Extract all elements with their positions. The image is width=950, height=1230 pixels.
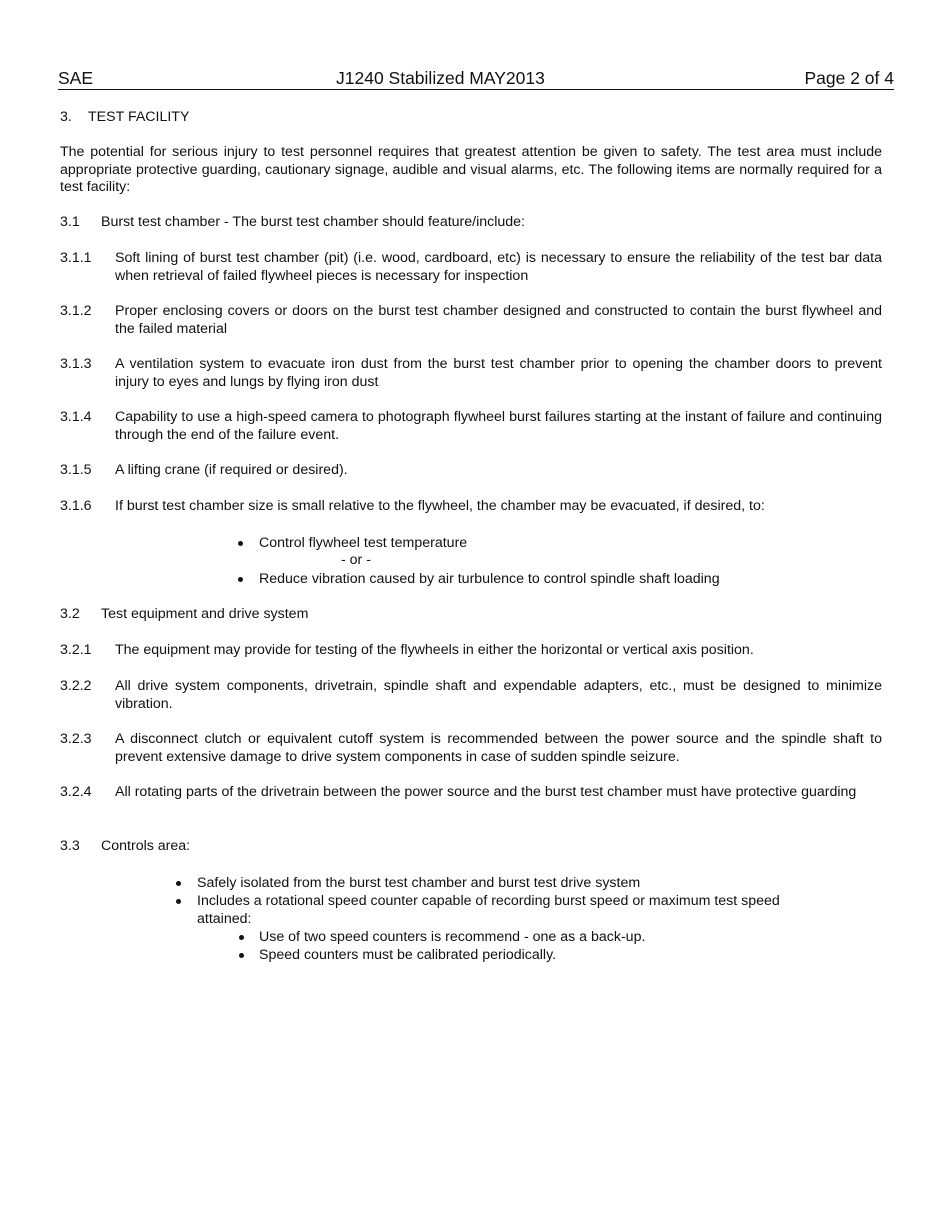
evacuation-purpose-list bbox=[237, 534, 720, 588]
list-item: Speed counters must be calibrated periodically. bbox=[238, 946, 645, 964]
speed-counter-list bbox=[238, 928, 645, 964]
list-item: Use of two speed counters is recommend - one as a back-up. bbox=[238, 928, 645, 946]
list-item: Safely isolated from the burst test chamber and burst test drive system bbox=[175, 874, 835, 892]
clause-3-1-3 bbox=[60, 356, 882, 391]
list-item: Control flywheel test temperature bbox=[237, 534, 720, 552]
clause-number: 3.2.2 bbox=[60, 678, 92, 694]
clause-text: Soft lining of burst test chamber (pit) (i.e. wood, cardboard, etc) is necessary to ensure the reliability of the test bar data when retrieval of failed flywheel pieces is necessary for inspection bbox=[115, 250, 882, 284]
section-title: TEST FACILITY bbox=[88, 109, 190, 125]
clause-number: 3.2 bbox=[60, 606, 80, 622]
header-org: SAE bbox=[58, 68, 94, 88]
clause-text: If burst test chamber size is small relative to the flywheel, the chamber may be evacuated, if desired, to: bbox=[115, 498, 765, 514]
clause-3-1-6 bbox=[60, 498, 882, 516]
clause-3-1-4 bbox=[60, 409, 882, 444]
clause-text: A disconnect clutch or equivalent cutoff system is recommended between the power source and the spindle shaft to prevent extensive damage to drive system components in case of sudden spindle seizure. bbox=[115, 731, 882, 765]
clause-text: A ventilation system to evacuate iron dust from the burst test chamber prior to opening the chamber doors to prevent injury to eyes and lungs by flying iron dust bbox=[115, 356, 882, 390]
clause-number: 3.1.6 bbox=[60, 498, 92, 514]
clause-number: 3.3 bbox=[60, 838, 80, 854]
clause-3-3 bbox=[60, 838, 882, 856]
clause-text: Controls area: bbox=[101, 838, 191, 854]
clause-number: 3.2.3 bbox=[60, 731, 92, 747]
clause-3-1-5 bbox=[60, 462, 882, 480]
clause-3-1 bbox=[60, 214, 882, 232]
or-separator: - or - bbox=[341, 552, 371, 568]
clause-3-2-4 bbox=[60, 784, 882, 802]
intro-paragraph: The potential for serious injury to test personnel requires that greatest attention be given to safety. The test area must include appropriate protective guarding, cautionary signage, audible and visual alarms, etc. The following items are normally required for a test facility: bbox=[60, 144, 882, 195]
clause-text: Capability to use a high-speed camera to photograph flywheel burst failures starting at the instant of failure and continuing through the end of the failure event. bbox=[115, 409, 882, 443]
clause-3-2-3 bbox=[60, 731, 882, 766]
list-item: Reduce vibration caused by air turbulence to control spindle shaft loading bbox=[237, 570, 720, 588]
section-number: 3. bbox=[60, 109, 72, 125]
clause-text: Burst test chamber - The burst test chamber should feature/include: bbox=[101, 214, 525, 230]
clause-number: 3.1.5 bbox=[60, 462, 92, 478]
clause-text: All drive system components, drivetrain, spindle shaft and expendable adapters, etc., must be designed to minimize vibration. bbox=[115, 678, 882, 712]
clause-text: A lifting crane (if required or desired). bbox=[115, 462, 348, 478]
controls-area-list bbox=[175, 874, 835, 928]
clause-text: Test equipment and drive system bbox=[101, 606, 309, 622]
clause-number: 3.1.4 bbox=[60, 409, 92, 425]
clause-number: 3.1.1 bbox=[60, 250, 92, 266]
section-heading bbox=[60, 108, 189, 126]
clause-text: All rotating parts of the drivetrain between the power source and the burst test chamber must have protective guarding bbox=[115, 784, 857, 800]
page-header bbox=[58, 68, 894, 90]
clause-3-1-2 bbox=[60, 303, 882, 338]
clause-3-2 bbox=[60, 606, 882, 624]
header-document-id: J1240 Stabilized MAY2013 bbox=[336, 68, 545, 88]
clause-text: Proper enclosing covers or doors on the burst test chamber designed and constructed to contain the burst flywheel and the failed material bbox=[115, 303, 882, 337]
clause-number: 3.2.1 bbox=[60, 642, 92, 658]
header-page-number: Page 2 of 4 bbox=[804, 68, 894, 88]
clause-text: The equipment may provide for testing of the flywheels in either the horizontal or vertical axis position. bbox=[115, 642, 754, 658]
clause-number: 3.1 bbox=[60, 214, 80, 230]
clause-number: 3.1.2 bbox=[60, 303, 92, 319]
clause-3-1-1 bbox=[60, 250, 882, 285]
clause-3-2-2 bbox=[60, 678, 882, 713]
clause-3-2-1 bbox=[60, 642, 882, 660]
clause-number: 3.1.3 bbox=[60, 356, 92, 372]
clause-number: 3.2.4 bbox=[60, 784, 92, 800]
list-item: Includes a rotational speed counter capable of recording burst speed or maximum test speed attained: bbox=[175, 892, 835, 928]
